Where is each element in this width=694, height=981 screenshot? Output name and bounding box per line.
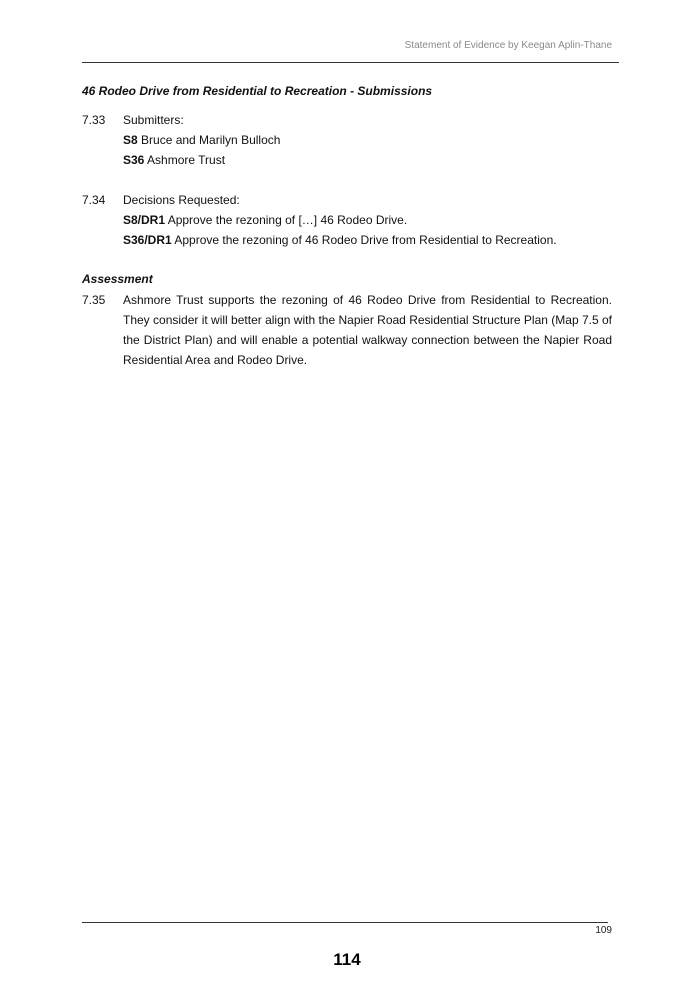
paragraph-label: Submitters: xyxy=(123,113,184,127)
submitter-name: Bruce and Marilyn Bulloch xyxy=(137,133,281,147)
decision-code: S36/DR1 xyxy=(123,233,172,247)
running-header: Statement of Evidence by Keegan Aplin-Thane xyxy=(404,40,612,51)
paragraph-number: 7.35 xyxy=(82,293,106,307)
submitter-name: Ashmore Trust xyxy=(144,153,226,167)
paragraph-label: Decisions Requested: xyxy=(123,193,240,207)
page-number: 109 xyxy=(595,925,612,936)
assessment-heading: Assessment xyxy=(82,272,153,286)
decision-item xyxy=(123,210,612,230)
paragraph-7-33 xyxy=(82,110,612,170)
submitter-item xyxy=(123,130,612,150)
decision-text: Approve the rezoning of 46 Rodeo Drive from Residential to Recreation. xyxy=(171,233,557,247)
submitter-item xyxy=(123,150,612,170)
paragraph-text: Ashmore Trust supports the rezoning of 46 Rodeo Drive from Residential to Recreation. They consider it will better align with the Napier Road Residential Structure Plan (Map 7.5 of the District Plan) and will enable a potential walkway connection between the Napier Road Residential Area and Rodeo Drive. xyxy=(123,293,612,367)
decision-code: S8/DR1 xyxy=(123,213,166,227)
footer-divider xyxy=(82,922,608,923)
document-stamp-number: 114 xyxy=(333,950,361,969)
submitter-code: S36 xyxy=(123,153,145,167)
section-title: 46 Rodeo Drive from Residential to Recreation - Submissions xyxy=(82,84,433,98)
paragraph-number: 7.33 xyxy=(82,113,106,127)
paragraph-number: 7.34 xyxy=(82,193,106,207)
paragraph-7-34 xyxy=(82,190,612,250)
submitter-code: S8 xyxy=(123,133,138,147)
paragraph-7-35 xyxy=(82,290,612,370)
header-divider xyxy=(82,62,619,63)
decision-item xyxy=(123,230,612,250)
decision-text: Approve the rezoning of […] 46 Rodeo Drive. xyxy=(165,213,408,227)
